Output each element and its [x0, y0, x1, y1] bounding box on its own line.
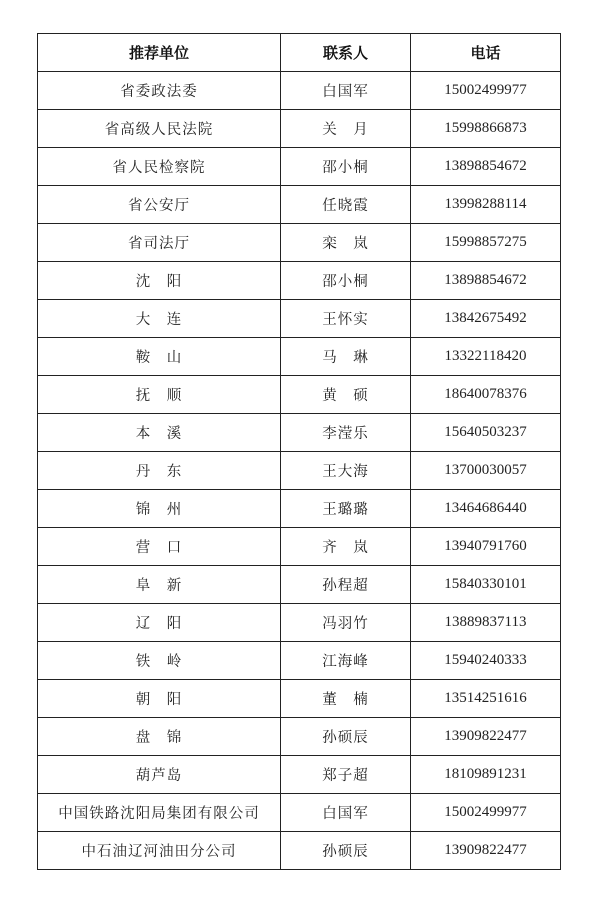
table-body — [38, 72, 561, 870]
cell-phone: 18109891231 — [411, 756, 561, 794]
cell-phone: 18640078376 — [411, 376, 561, 414]
table-row — [38, 376, 561, 414]
cell-recommending-unit: 葫芦岛 — [38, 756, 281, 794]
table-row — [38, 490, 561, 528]
table-row — [38, 110, 561, 148]
cell-recommending-unit: 本 溪 — [38, 414, 281, 452]
cell-contact-person: 黄 硕 — [281, 376, 411, 414]
cell-phone: 13909822477 — [411, 832, 561, 870]
cell-phone: 15002499977 — [411, 72, 561, 110]
table-row — [38, 794, 561, 832]
cell-recommending-unit: 丹 东 — [38, 452, 281, 490]
cell-phone: 13464686440 — [411, 490, 561, 528]
table-row — [38, 338, 561, 376]
cell-phone: 13909822477 — [411, 718, 561, 756]
cell-phone: 13322118420 — [411, 338, 561, 376]
table-row — [38, 832, 561, 870]
table-row — [38, 642, 561, 680]
cell-contact-person: 邵小桐 — [281, 262, 411, 300]
cell-contact-person: 栾 岚 — [281, 224, 411, 262]
cell-contact-person: 郑子超 — [281, 756, 411, 794]
table-row — [38, 566, 561, 604]
cell-recommending-unit: 中国铁路沈阳局集团有限公司 — [38, 794, 281, 832]
cell-recommending-unit: 辽 阳 — [38, 604, 281, 642]
cell-contact-person: 齐 岚 — [281, 528, 411, 566]
cell-contact-person: 李滢乐 — [281, 414, 411, 452]
cell-recommending-unit: 沈 阳 — [38, 262, 281, 300]
table-row — [38, 718, 561, 756]
cell-recommending-unit: 省公安厅 — [38, 186, 281, 224]
cell-contact-person: 孙硕辰 — [281, 832, 411, 870]
cell-recommending-unit: 省高级人民法院 — [38, 110, 281, 148]
cell-phone: 13898854672 — [411, 148, 561, 186]
cell-phone: 13700030057 — [411, 452, 561, 490]
cell-contact-person: 王怀实 — [281, 300, 411, 338]
header-phone: 电话 — [411, 34, 561, 72]
header-contact-person: 联系人 — [281, 34, 411, 72]
cell-contact-person: 白国军 — [281, 794, 411, 832]
cell-phone: 13940791760 — [411, 528, 561, 566]
cell-recommending-unit: 省委政法委 — [38, 72, 281, 110]
cell-phone: 13842675492 — [411, 300, 561, 338]
cell-recommending-unit: 鞍 山 — [38, 338, 281, 376]
cell-recommending-unit: 中石油辽河油田分公司 — [38, 832, 281, 870]
cell-recommending-unit: 省司法厅 — [38, 224, 281, 262]
cell-contact-person: 马 琳 — [281, 338, 411, 376]
table-row — [38, 604, 561, 642]
table-row — [38, 414, 561, 452]
contact-table — [37, 33, 561, 870]
cell-contact-person: 冯羽竹 — [281, 604, 411, 642]
cell-phone: 13898854672 — [411, 262, 561, 300]
table-row — [38, 756, 561, 794]
table-header — [38, 34, 561, 72]
cell-recommending-unit: 抚 顺 — [38, 376, 281, 414]
cell-recommending-unit: 朝 阳 — [38, 680, 281, 718]
cell-recommending-unit: 营 口 — [38, 528, 281, 566]
table-row — [38, 186, 561, 224]
cell-contact-person: 王璐璐 — [281, 490, 411, 528]
table-row — [38, 300, 561, 338]
table-row — [38, 528, 561, 566]
cell-contact-person: 江海峰 — [281, 642, 411, 680]
cell-phone: 15840330101 — [411, 566, 561, 604]
header-row — [38, 34, 561, 72]
cell-phone: 13998288114 — [411, 186, 561, 224]
cell-phone: 13889837113 — [411, 604, 561, 642]
cell-contact-person: 关 月 — [281, 110, 411, 148]
cell-recommending-unit: 大 连 — [38, 300, 281, 338]
cell-contact-person: 白国军 — [281, 72, 411, 110]
cell-contact-person: 孙程超 — [281, 566, 411, 604]
cell-recommending-unit: 锦 州 — [38, 490, 281, 528]
cell-recommending-unit: 盘 锦 — [38, 718, 281, 756]
cell-recommending-unit: 铁 岭 — [38, 642, 281, 680]
cell-contact-person: 邵小桐 — [281, 148, 411, 186]
table-row — [38, 148, 561, 186]
table-row — [38, 262, 561, 300]
table-row — [38, 72, 561, 110]
cell-contact-person: 孙硕辰 — [281, 718, 411, 756]
cell-recommending-unit: 省人民检察院 — [38, 148, 281, 186]
table-row — [38, 452, 561, 490]
cell-phone: 15640503237 — [411, 414, 561, 452]
cell-contact-person: 董 楠 — [281, 680, 411, 718]
cell-recommending-unit: 阜 新 — [38, 566, 281, 604]
cell-phone: 13514251616 — [411, 680, 561, 718]
contact-table-container — [37, 33, 560, 870]
cell-phone: 15998866873 — [411, 110, 561, 148]
table-row — [38, 224, 561, 262]
table-row — [38, 680, 561, 718]
cell-phone: 15998857275 — [411, 224, 561, 262]
cell-phone: 15002499977 — [411, 794, 561, 832]
cell-contact-person: 任晓霞 — [281, 186, 411, 224]
cell-contact-person: 王大海 — [281, 452, 411, 490]
header-recommending-unit: 推荐单位 — [38, 34, 281, 72]
cell-phone: 15940240333 — [411, 642, 561, 680]
